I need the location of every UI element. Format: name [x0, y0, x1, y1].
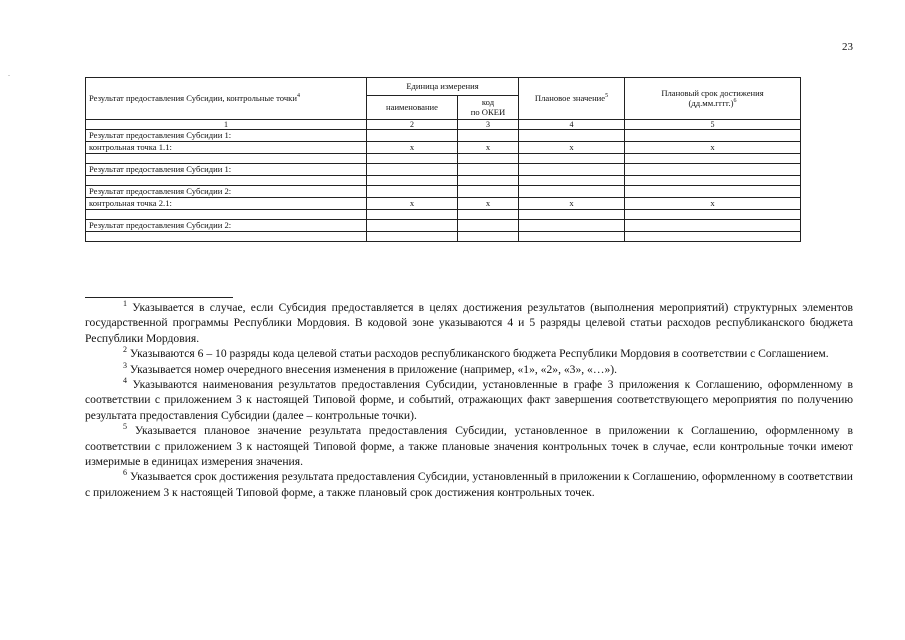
table-row-blank	[86, 232, 801, 242]
column-number: 5	[625, 120, 801, 130]
footnote: $^6$ Указывается срок достижения результата предоставления Субсидии, установленный в приложении к Соглашению, оформленному в соответствии с приложением 3 к настоящей Типовой форме, а также плановый срок достижения контрольных точек.	[85, 468, 853, 499]
footnote: $^4$ Указываются наименования результатов предоставления Субсидии, установленные в графе 3 приложения к Соглашению, оформленному в соответствии с приложением 3 к настоящей Типовой форме, и событий, отражающих факт завершения соответствующего мероприятия по получению результата предоставления Субсидии (далее – контрольные точки).	[85, 376, 853, 422]
table-row	[86, 220, 801, 232]
table-row	[86, 186, 801, 198]
table-row-blank	[86, 176, 801, 186]
row-label: Результат предоставления Субсидии 2:	[86, 186, 367, 198]
column-number: 1	[86, 120, 367, 130]
row-label: Результат предоставления Субсидии 2:	[86, 220, 367, 232]
footnote: $^2$ Указываются 6 – 10 разряды кода целевой статьи расходов республиканского бюджета Республики Мордовия в соответствии с Соглашением.	[123, 345, 829, 361]
row-label: Результат предоставления Субсидии 1:	[86, 130, 367, 142]
footnote: $^5$ Указывается плановое значение результата предоставления Субсидии, установленное в приложении к Соглашению, оформленному в соответствии с приложением 3 к настоящей Типовой форме, а также плановые значения контрольных точек в случае, если контрольные точки имеют измеримые в единицах измерения значения.	[85, 422, 853, 469]
header-unit-name: наименование	[367, 96, 458, 120]
table-row	[86, 164, 801, 176]
column-number: 3	[458, 120, 519, 130]
column-number: 2	[367, 120, 458, 130]
table-row: контрольная точка 1.1: x x x x	[86, 142, 801, 154]
footnote: $^1$ Указывается в случае, если Субсидия предоставляется в целях достижения результатов (выполнения мероприятий) структурных элементов государственной программы Республики Мордовия. В кодовой зоне указываются 4 и 5 разряды целевой статьи расходов республиканского бюджета Республики Мордовия.	[85, 299, 853, 345]
page-number: 23	[842, 41, 853, 53]
header-deadline: Плановый срок достижения (дд.мм.гггг.)$^6$	[625, 78, 801, 120]
row-label: контрольная точка 2.1:	[86, 198, 367, 210]
header-result: Результат предоставления Субсидии, контрольные точки$^4$	[86, 78, 367, 120]
header-planned-value: Плановое значение$^5$	[519, 78, 625, 120]
footnote: $^3$ Указывается номер очередного внесения изменения в приложение (например, «1», «2», «3», «…»).	[123, 360, 618, 376]
scan-mark: -	[8, 73, 10, 79]
table-row	[86, 130, 801, 142]
footnote-separator	[85, 297, 233, 298]
row-label: Результат предоставления Субсидии 1:	[86, 164, 367, 176]
table-row-blank	[86, 210, 801, 220]
column-numbers-row	[86, 120, 801, 130]
row-label: контрольная точка 1.1:	[86, 142, 367, 154]
column-number: 4	[519, 120, 625, 130]
table-row-blank	[86, 154, 801, 164]
header-unit-code: код по ОКЕИ	[458, 96, 519, 120]
results-table	[85, 77, 801, 242]
footnotes	[85, 300, 853, 500]
table-row: контрольная точка 2.1: x x x x	[86, 198, 801, 210]
header-unit: Единица измерения	[367, 78, 519, 96]
